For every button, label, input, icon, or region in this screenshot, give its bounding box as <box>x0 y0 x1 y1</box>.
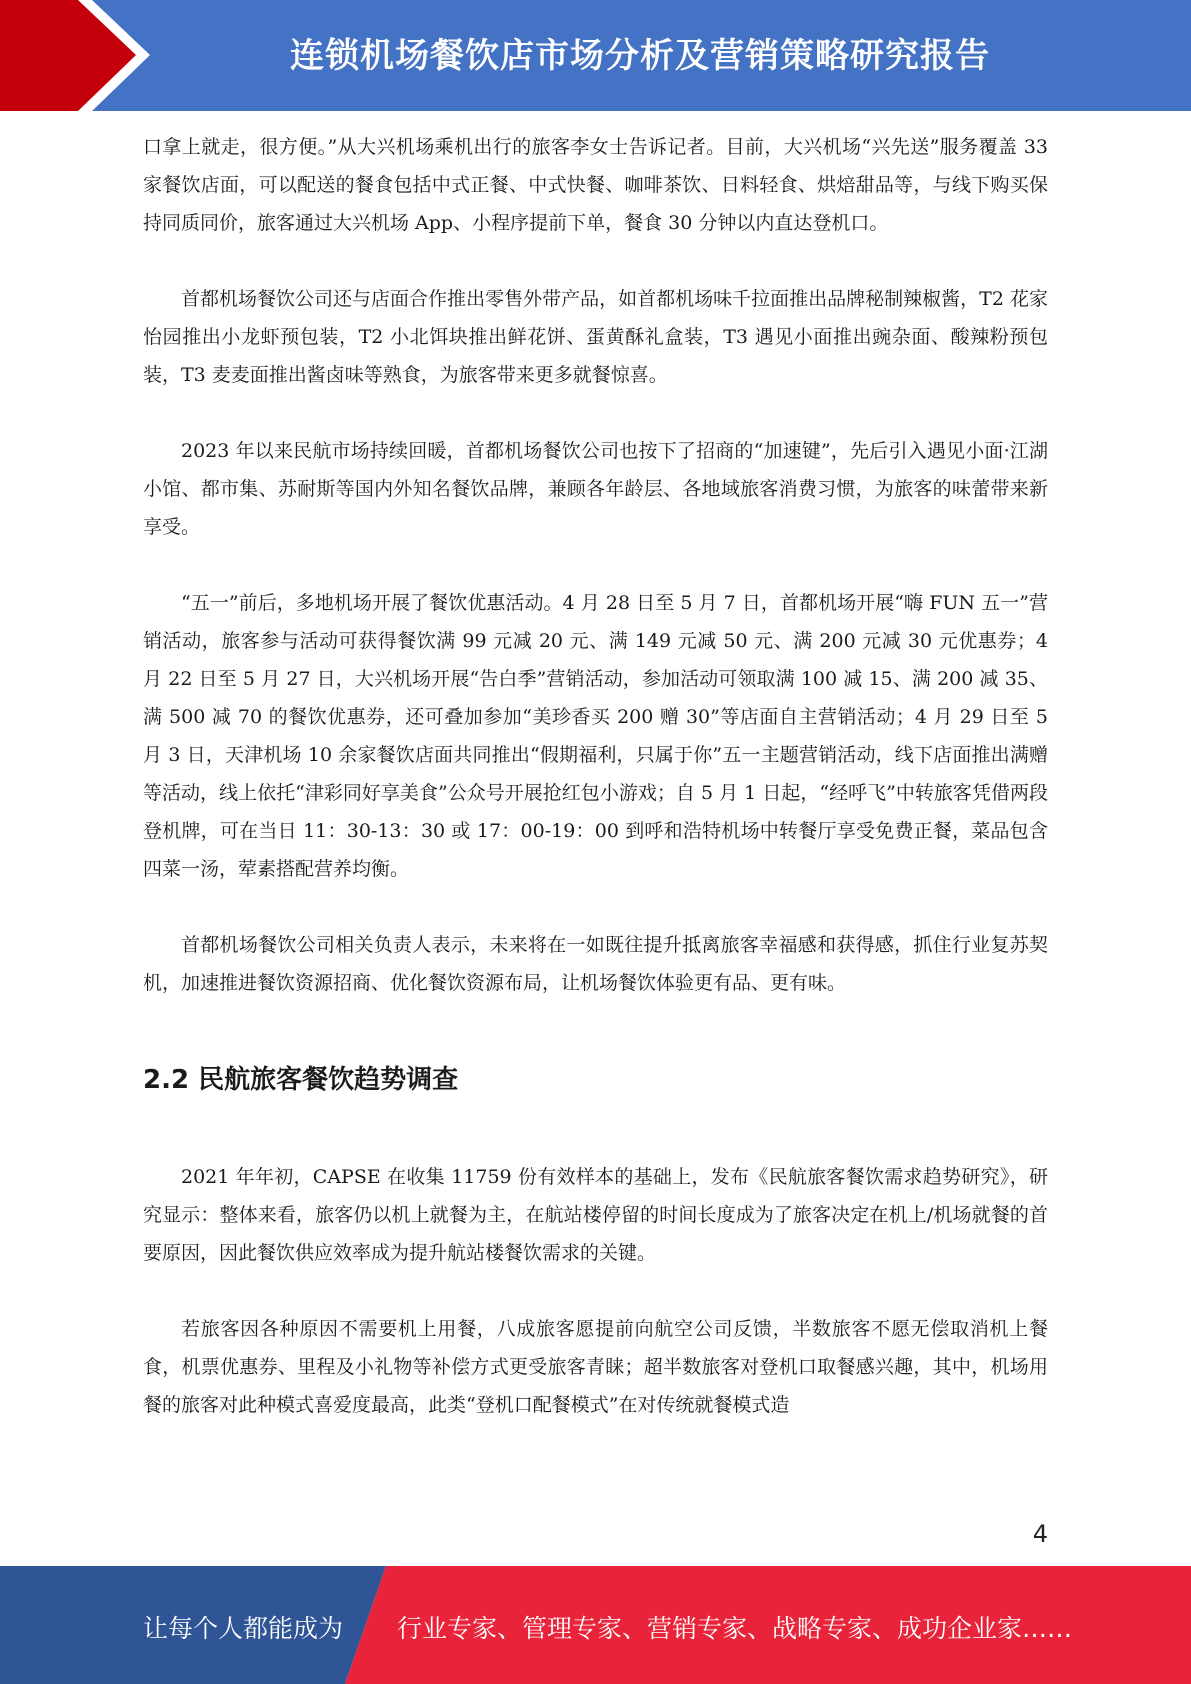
page-number: 4 <box>1032 1520 1048 1548</box>
footer-slogan-right: 行业专家、管理专家、营销专家、战略专家、成功企业家…… <box>397 1614 1073 1643</box>
paragraph: 口拿上就走，很方便。”从大兴机场乘机出行的旅客李女士告诉记者。目前，大兴机场“兴先送”服务覆盖 33 家餐饮店面，可以配送的餐食包括中式正餐、中式快餐、咖啡茶饮、日料轻食、烘焙甜品等，与线下购买保持同质同价，旅客通过大兴机场 App、小程序提前下单，餐食 30 分钟以内直达登机口。 <box>143 136 1048 234</box>
paragraph: “五一”前后，多地机场开展了餐饮优惠活动。4 月 28 日至 5 月 7 日，首都机场开展“嗨 FUN 五一”营销活动，旅客参与活动可获得餐饮满 99 元减 20 元、满 149 元减 50 元、满 200 元减 30 元优惠券；4 月 22 日至 5 月 27 日，大兴机场开展“告白季”营销活动，参加活动可领取满 100 减 15、满 200 减 35、满 500 减 70 的餐饮优惠券，还可叠加参加“美珍香买 200 赠 30”等店面自主营销活动；4 月 29 日至 5 月 3 日，天津机场 10 余家餐饮店面共同推出“假期福利，只属于你”五一主题营销活动，线下店面推出满赠等活动，线上依托“津彩同好享美食”公众号开展抢红包小游戏；自 5 月 1 日起，“经呼飞”中转旅客凭借两段登机牌，可在当日 11：30-13：30 或 17：00-19：00 到呼和浩特机场中转餐厅享受免费正餐，菜品包含四菜一汤，荤素搭配营养均衡。 <box>143 592 1048 880</box>
document-body <box>143 128 1048 1462</box>
paragraph: 2023 年以来民航市场持续回暖，首都机场餐饮公司也按下了招商的“加速键”，先后引入遇见小面·江湖小馆、都市集、苏耐斯等国内外知名餐饮品牌，兼顾各年龄层、各地域旅客消费习惯，为旅客的味蕾带来新享受。 <box>143 440 1048 538</box>
section-heading: 2.2 民航旅客餐饮趋势调查 <box>143 1065 459 1095</box>
page-footer <box>0 1566 1191 1684</box>
paragraph: 2021 年年初，CAPSE 在收集 11759 份有效样本的基础上，发布《民航旅客餐饮需求趋势研究》，研究显示：整体来看，旅客仍以机上就餐为主，在航站楼停留的时间长度成为了旅客决定在机上/机场就餐的首要原因，因此餐饮供应效率成为提升航站楼餐饮需求的关键。 <box>143 1166 1048 1264</box>
paragraph: 首都机场餐饮公司相关负责人表示，未来将在一如既往提升抵离旅客幸福感和获得感，抓住行业复苏契机，加速推进餐饮资源招商、优化餐饮资源布局，让机场餐饮体验更有品、更有味。 <box>143 934 1048 994</box>
footer-slogan-left: 让每个人都能成为 <box>143 1614 344 1643</box>
paragraph: 首都机场餐饮公司还与店面合作推出零售外带产品，如首都机场味千拉面推出品牌秘制辣椒酱，T2 花家怡园推出小龙虾预包装，T2 小北饵块推出鲜花饼、蛋黄酥礼盒装，T3 遇见小面推出豌杂面、酸辣粉预包装，T3 麦麦面推出酱卤味等熟食，为旅客带来更多就餐惊喜。 <box>143 288 1048 386</box>
page-header <box>0 0 1191 111</box>
paragraph: 若旅客因各种原因不需要机上用餐，八成旅客愿提前向航空公司反馈，半数旅客不愿无偿取消机上餐食，机票优惠券、里程及小礼物等补偿方式更受旅客青睐；超半数旅客对登机口取餐感兴趣，其中，机场用餐的旅客对此种模式喜爱度最高，此类“登机口配餐模式”在对传统就餐模式造 <box>143 1318 1048 1416</box>
report-title: 连锁机场餐饮店市场分析及营销策略研究报告 <box>290 36 990 76</box>
